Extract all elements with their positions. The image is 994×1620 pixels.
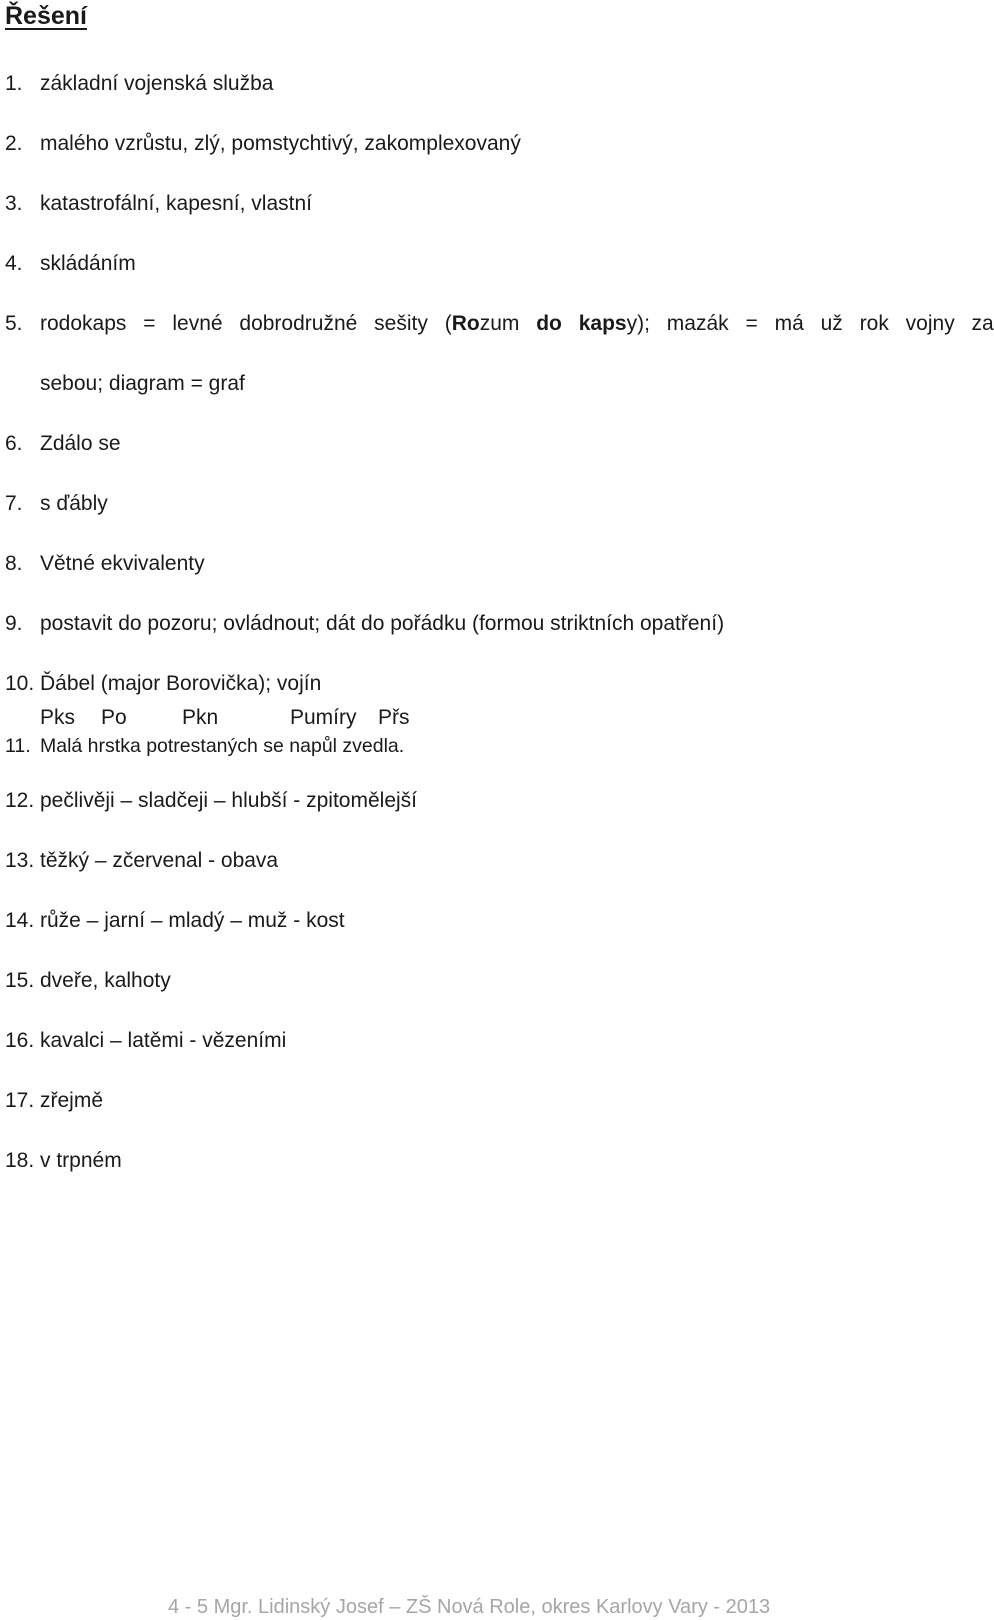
abbreviation: Přs: [378, 706, 410, 729]
page-footer: 4 - 5 Mgr. Lidinský Josef – ZŠ Nová Role, okres Karlovy Vary - 2013: [168, 1596, 771, 1618]
item-number: 7.: [5, 492, 23, 515]
list-item: [5, 310, 40, 338]
list-item: [5, 430, 121, 458]
list-item: [5, 250, 136, 278]
list-item: [5, 1087, 103, 1115]
item-text: Malá hrstka potrestaných se napůl zvedla.: [40, 735, 405, 757]
item-text: Větné ekvivalenty: [40, 552, 205, 575]
abbreviation: Po: [101, 706, 127, 729]
list-item: [5, 610, 724, 638]
item-text: zřejmě: [40, 1089, 104, 1112]
item-number: 11.: [5, 735, 31, 757]
item-number: 8.: [5, 552, 23, 575]
item-text-justified: rodokaps = levné dobrodružné sešity (Rozum do kapsy); mazák = má už rok vojny za: [40, 312, 994, 335]
item-text: základní vojenská služba: [40, 72, 274, 95]
abbreviation: Pkn: [182, 706, 219, 729]
item-text: katastrofální, kapesní, vlastní: [40, 192, 312, 215]
list-item: [5, 70, 273, 98]
item-text: skládáním: [40, 252, 136, 275]
item-number: 3.: [5, 192, 23, 215]
list-item: [5, 967, 171, 995]
item-text: Ďábel (major Borovička); vojín: [40, 672, 322, 695]
abbreviation: Pumíry: [290, 706, 357, 729]
item-number: 5.: [5, 312, 23, 335]
item-text: v trpném: [40, 1149, 122, 1172]
list-item: [5, 907, 345, 935]
item-number: 4.: [5, 252, 23, 275]
item-number: 10.: [5, 672, 35, 695]
item-number: 15.: [5, 969, 35, 992]
list-item: [5, 1147, 122, 1175]
item-text: dveře, kalhoty: [40, 969, 171, 992]
item-text: malého vzrůstu, zlý, pomstychtivý, zakomplexovaný: [40, 132, 521, 155]
item-number: 6.: [5, 432, 23, 455]
item-number: 14.: [5, 909, 35, 932]
item-text: pečlivěji – sladčeji – hlubší - zpitomělejší: [40, 789, 418, 812]
item-number: 17.: [5, 1089, 35, 1112]
list-item: [5, 1027, 286, 1055]
item-number: 16.: [5, 1029, 35, 1052]
item-text: kavalci – latěmi - vězeními: [40, 1029, 287, 1052]
item-text: s ďábly: [40, 492, 108, 515]
list-item: [5, 847, 278, 875]
list-item: [5, 732, 404, 760]
item-text: těžký – zčervenal - obava: [40, 849, 279, 872]
list-item: [5, 670, 321, 698]
item-number: 9.: [5, 612, 23, 635]
list-item: [5, 190, 312, 218]
item-number: 1.: [5, 72, 23, 95]
list-item: [5, 490, 108, 518]
list-item: [5, 550, 205, 578]
item-number: 2.: [5, 132, 23, 155]
item-text: růže – jarní – mladý – muž - kost: [40, 909, 345, 932]
page-title: Řešení: [5, 2, 87, 30]
list-item: [5, 787, 417, 815]
item-text-continuation: sebou; diagram = graf: [40, 372, 245, 395]
item-number: 13.: [5, 849, 35, 872]
abbreviation: Pks: [40, 706, 76, 729]
item-text: Zdálo se: [40, 432, 121, 455]
list-item: [5, 130, 521, 158]
item-number: 12.: [5, 789, 35, 812]
item-number: 18.: [5, 1149, 35, 1172]
item-text: postavit do pozoru; ovládnout; dát do pořádku (formou striktních opatření): [40, 612, 725, 635]
